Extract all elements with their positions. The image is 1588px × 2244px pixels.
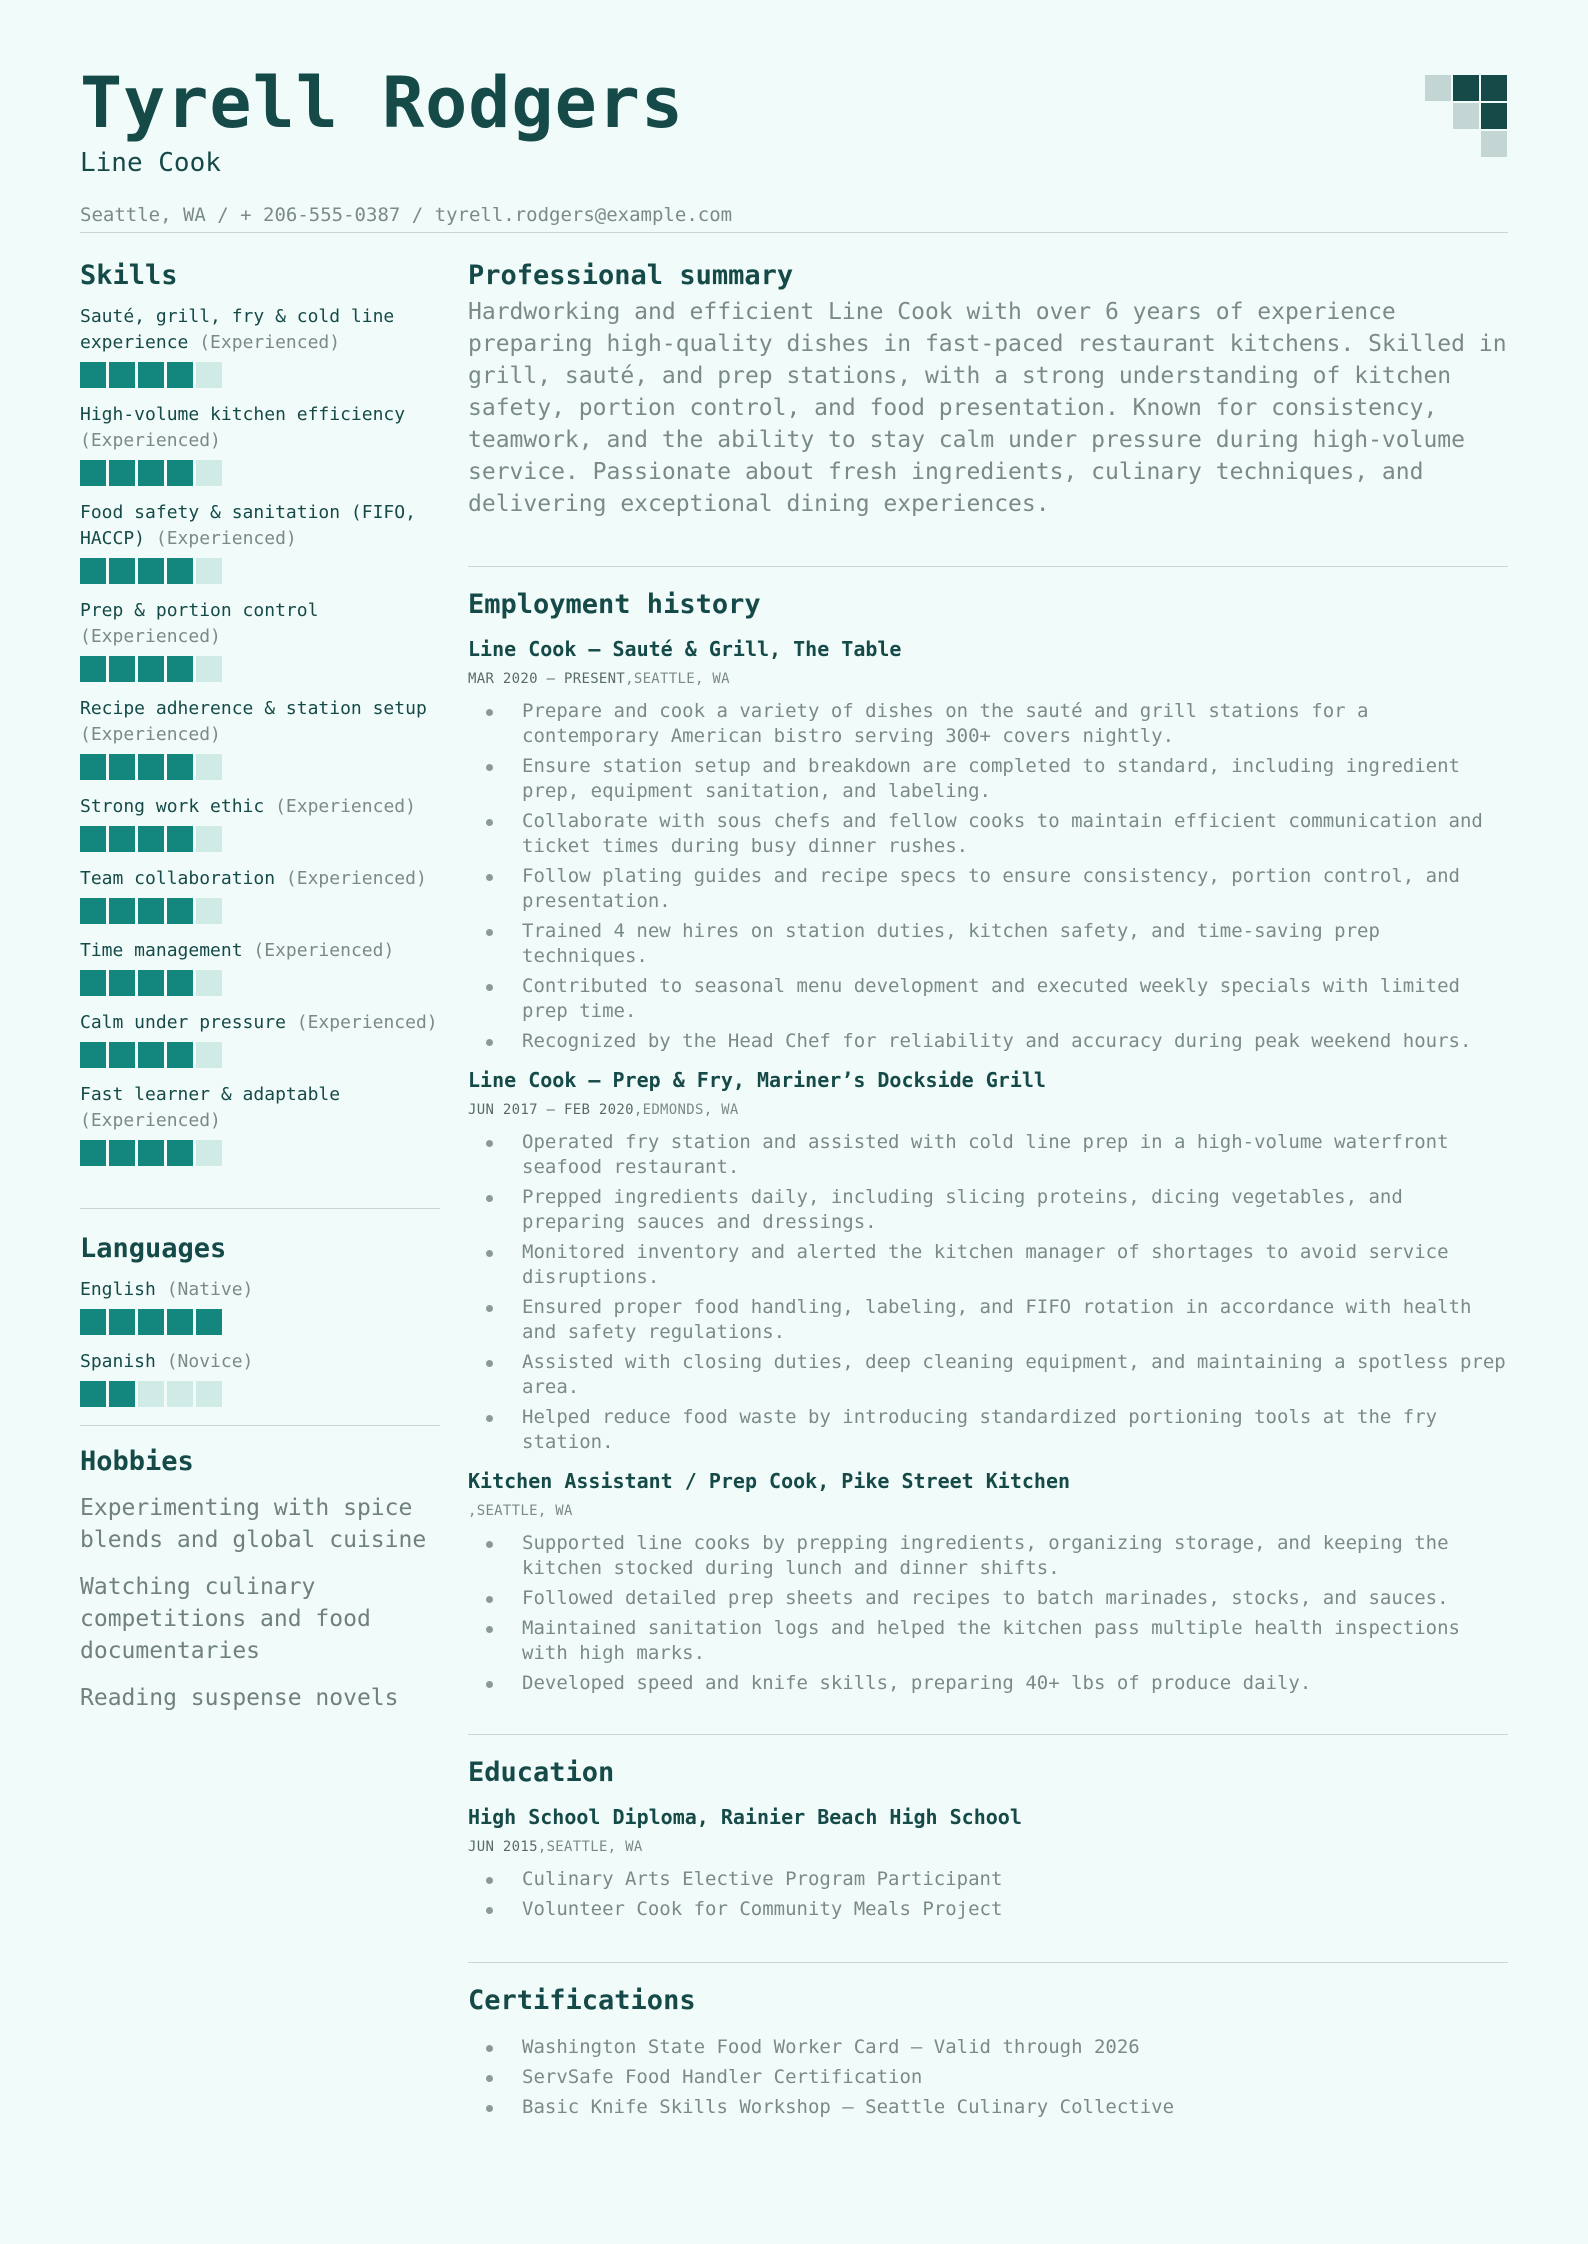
rating-segment [167,460,193,486]
bullet-item: Operated fry station and assisted with cold line prep in a high-volume waterfront seafood restaurant. [522,1130,1508,1180]
contact-phone: + 206-555-0387 [240,204,401,226]
employment-title: Employment history [468,589,761,620]
skills-level: (Experienced) [199,332,341,353]
skills-item [80,938,440,996]
skills-name: Food safety & sanitation (FIFO, HACCP) [80,502,416,549]
skills-label [80,1082,440,1134]
bullet-item: Assisted with closing duties, deep cleaning equipment, and maintaining a spotless prep area. [522,1350,1508,1400]
rating-segment [196,362,222,388]
rating-segment [167,1381,193,1407]
skills-rating-bar [80,754,440,780]
rating-segment [138,1381,164,1407]
entry-bullets [468,1130,1508,1455]
hobbies-section [80,1444,440,1714]
rating-segment [138,1140,164,1166]
skills-name: Prep & portion control [80,600,319,621]
skills-item [80,794,440,852]
rating-segment [167,898,193,924]
entry-block [468,1467,1508,1696]
rating-segment [80,754,106,780]
bullet-item: Supported line cooks by prepping ingredients, organizing storage, and keeping the kitchen stocked during lunch and dinner shifts. [522,1531,1508,1581]
skills-name: Time management [80,940,243,961]
languages-item [80,1349,440,1407]
rating-segment [196,558,222,584]
hobby-item: Watching culinary competitions and food documentaries [80,1574,371,1664]
rating-segment [196,1381,222,1407]
entry-title: High School Diploma, Rainier Beach High School [468,1805,1022,1829]
rating-segment [109,754,135,780]
rating-segment [80,460,106,486]
candidate-role: Line Cook [80,148,221,178]
rating-segment [167,1042,193,1068]
bullet-item: Collaborate with sous chefs and fellow cooks to maintain efficient communication and ticket times during busy dinner rushes. [522,809,1508,859]
bullet-item: Recognized by the Head Chef for reliability and accuracy during peak weekend hours. [522,1029,1508,1054]
rating-segment [138,754,164,780]
entry-meta [468,1100,1508,1120]
candidate-name: Tyrell Rodgers [80,62,685,144]
summary-text: Hardworking and efficient Line Cook with over 6 years of experience preparing high-quality dishes in fast-paced restaurant kitchens. Skilled in grill, sauté, and prep stations, with a strong understanding of kitchen safety, portion control, and food presentation. Known for consistency, teamwork, and the ability to stay calm under pressure during high-volume service. Passionate about fresh ingredients, culinary techniques, and delivering exceptional dining experiences. [468,299,1507,517]
rating-segment [138,1042,164,1068]
skills-item [80,1082,440,1166]
entry-bullets [468,1867,1508,1922]
languages-name: English [80,1279,156,1300]
skills-name: Strong work ethic [80,796,265,817]
skills-label [80,598,440,650]
skills-name: Sauté, grill, fry & cold line experience [80,306,395,353]
skills-section [80,258,440,1166]
skills-name: Fast learner & adaptable [80,1084,341,1105]
skills-level: (Experienced) [285,868,427,889]
skills-rating-bar [80,898,440,924]
bullet-item: Followed detailed prep sheets and recipes to batch marinades, stocks, and sauces. [522,1586,1508,1611]
education-title: Education [468,1757,615,1788]
rating-segment [196,656,222,682]
skills-item [80,500,440,584]
skills-rating-bar [80,558,440,584]
entry-location: ,EDMONDS, WA [633,1102,739,1118]
education-list [468,1803,1508,1922]
skills-label [80,500,440,552]
rating-segment [167,754,193,780]
rating-segment [109,460,135,486]
rating-segment [167,1140,193,1166]
left-column [80,258,440,1729]
contact-email: tyrell.rodgers@example.com [434,204,733,226]
rating-segment [80,558,106,584]
languages-section [80,1231,440,1407]
entry-title: Line Cook – Prep & Fry, Mariner’s Dockside Grill [468,1068,1046,1092]
languages-name: Spanish [80,1351,156,1372]
bullet-item: Monitored inventory and alerted the kitchen manager of shortages to avoid service disruptions. [522,1240,1508,1290]
contact-line [80,202,1508,228]
entry-meta [468,669,1508,689]
skills-title: Skills [80,260,178,291]
rating-segment [109,898,135,924]
rating-segment [138,362,164,388]
skills-item [80,866,440,924]
header-divider [80,232,1508,233]
skills-rating-bar [80,1042,440,1068]
entry-title: Kitchen Assistant / Prep Cook, Pike Street Kitchen [468,1469,1071,1493]
languages-label [80,1277,440,1303]
skills-item [80,696,440,780]
bullet-item: Ensure station setup and breakdown are completed to standard, including ingredient prep, equipment sanitation, and labeling. [522,754,1508,804]
skills-level: (Experienced) [296,1012,438,1033]
section-divider [80,1208,440,1209]
languages-label [80,1349,440,1375]
rating-segment [80,898,106,924]
rating-segment [138,656,164,682]
skills-label [80,1010,440,1036]
section-divider [468,1734,1508,1735]
rating-segment [109,558,135,584]
rating-segment [80,1309,106,1335]
rating-segment [167,826,193,852]
certifications-title: Certifications [468,1985,696,2016]
skills-item [80,304,440,388]
skills-name: Team collaboration [80,868,276,889]
rating-segment [167,362,193,388]
bullet-item: Maintained sanitation logs and helped the kitchen pass multiple health inspections with high marks. [522,1616,1508,1666]
certification-item: Basic Knife Skills Workshop – Seattle Culinary Collective [522,2095,1508,2120]
resume-page [80,58,1508,2118]
skills-label [80,304,440,356]
rating-segment [80,656,106,682]
skills-level: (Experienced) [80,626,221,647]
skills-label [80,866,440,892]
section-divider [468,566,1508,567]
entry-date: JUN 2017 – FEB 2020 [468,1102,634,1118]
skills-level: (Experienced) [275,796,416,817]
skills-label [80,402,440,454]
skills-label [80,794,440,820]
rating-segment [167,970,193,996]
rating-segment [80,826,106,852]
skills-item [80,598,440,682]
skills-level: (Experienced) [253,940,395,961]
skills-rating-bar [80,656,440,682]
rating-segment [109,1381,135,1407]
section-divider [80,1425,440,1426]
languages-level: (Native) [166,1279,254,1300]
bullet-item: Ensured proper food handling, labeling, and FIFO rotation in accordance with health and safety regulations. [522,1295,1508,1345]
entry-block [468,1803,1508,1922]
contact-location: Seattle, WA [80,204,206,226]
skills-rating-bar [80,362,440,388]
rating-segment [109,1309,135,1335]
bullet-item: Prepped ingredients daily, including slicing proteins, dicing vegetables, and preparing sauces and dressings. [522,1185,1508,1235]
summary-section [468,258,1508,520]
rating-segment [138,898,164,924]
skills-level: (Experienced) [80,430,221,451]
certification-item: Washington State Food Worker Card – Valid through 2026 [522,2035,1508,2060]
skills-rating-bar [80,1140,440,1166]
rating-segment [109,656,135,682]
rating-segment [138,826,164,852]
contact-separator: / [400,204,435,226]
bullet-item: Trained 4 new hires on station duties, kitchen safety, and time-saving prep techniques. [522,919,1508,969]
skills-name: High-volume kitchen efficiency [80,404,406,425]
skills-level: (Experienced) [155,528,297,549]
languages-level: (Novice) [166,1351,254,1372]
rating-segment [138,558,164,584]
bullet-item: Developed speed and knife skills, preparing 40+ lbs of produce daily. [522,1671,1508,1696]
contact-separator: / [205,204,241,226]
rating-segment [109,970,135,996]
bullet-item: Contributed to seasonal menu development and executed weekly specials with limited prep time. [522,974,1508,1024]
certifications-list [468,2035,1508,2120]
bullet-item: Prepare and cook a variety of dishes on the sauté and grill stations for a contemporary American bistro serving 300+ covers nightly. [522,699,1508,749]
entry-date: JUN 2015 [468,1839,538,1855]
rating-segment [196,460,222,486]
skills-rating-bar [80,970,440,996]
rating-segment [80,1140,106,1166]
rating-segment [167,656,193,682]
rating-segment [196,1042,222,1068]
jobs-list [468,635,1508,1696]
skills-item [80,402,440,486]
entry-block [468,1066,1508,1455]
entry-bullets [468,1531,1508,1696]
rating-segment [138,970,164,996]
rating-segment [196,1140,222,1166]
hobby-item: Experimenting with spice blends and global cuisine [80,1495,427,1553]
bullet-item: Volunteer Cook for Community Meals Project [522,1897,1508,1922]
bullet-item: Follow plating guides and recipe specs to ensure consistency, portion control, and presentation. [522,864,1508,914]
entry-meta [468,1837,1508,1857]
rating-segment [196,754,222,780]
rating-segment [138,460,164,486]
skills-name: Calm under pressure [80,1012,286,1033]
right-column [468,258,1508,2125]
languages-list [80,1277,440,1407]
section-divider [468,1962,1508,1963]
rating-segment [80,362,106,388]
rating-segment [109,1140,135,1166]
rating-segment [80,970,106,996]
rating-segment [80,1042,106,1068]
rating-segment [109,826,135,852]
entry-title: Line Cook – Sauté & Grill, The Table [468,637,902,661]
languages-title: Languages [80,1233,227,1264]
skills-level: (Experienced) [80,724,221,745]
entry-date: MAR 2020 – PRESENT [468,671,626,687]
skills-item [80,1010,440,1068]
certifications-section [468,1983,1508,2120]
entry-location: ,SEATTLE, WA [625,671,730,687]
entry-meta [468,1501,1508,1521]
skills-list [80,304,440,1166]
skills-label [80,938,440,964]
skills-rating-bar [80,460,440,486]
skills-level: (Experienced) [80,1110,221,1131]
languages-item [80,1277,440,1335]
languages-rating-bar [80,1381,440,1407]
entry-location: ,SEATTLE, WA [537,1839,643,1855]
hobbies-title: Hobbies [80,1446,194,1477]
education-section [468,1755,1508,1922]
rating-segment [167,1309,193,1335]
skills-rating-bar [80,826,440,852]
hobby-item: Reading suspense novels [80,1685,399,1711]
entry-location: ,SEATTLE, WA [468,1503,573,1519]
logo-icon [1425,75,1508,158]
bullet-item: Helped reduce food waste by introducing standardized portioning tools at the fry station. [522,1405,1508,1455]
certification-item: ServSafe Food Handler Certification [522,2065,1508,2090]
entry-block [468,635,1508,1054]
entry-bullets [468,699,1508,1054]
rating-segment [196,1309,222,1335]
rating-segment [196,970,222,996]
rating-segment [109,362,135,388]
hobbies-list [80,1492,440,1714]
employment-section [468,587,1508,1696]
skills-label [80,696,440,748]
bullet-item: Culinary Arts Elective Program Participant [522,1867,1508,1892]
rating-segment [138,1309,164,1335]
summary-title: Professional summary [468,260,794,291]
rating-segment [196,826,222,852]
rating-segment [80,1381,106,1407]
skills-name: Recipe adherence & station setup [80,698,427,719]
rating-segment [196,898,222,924]
languages-rating-bar [80,1309,440,1335]
rating-segment [109,1042,135,1068]
rating-segment [167,558,193,584]
